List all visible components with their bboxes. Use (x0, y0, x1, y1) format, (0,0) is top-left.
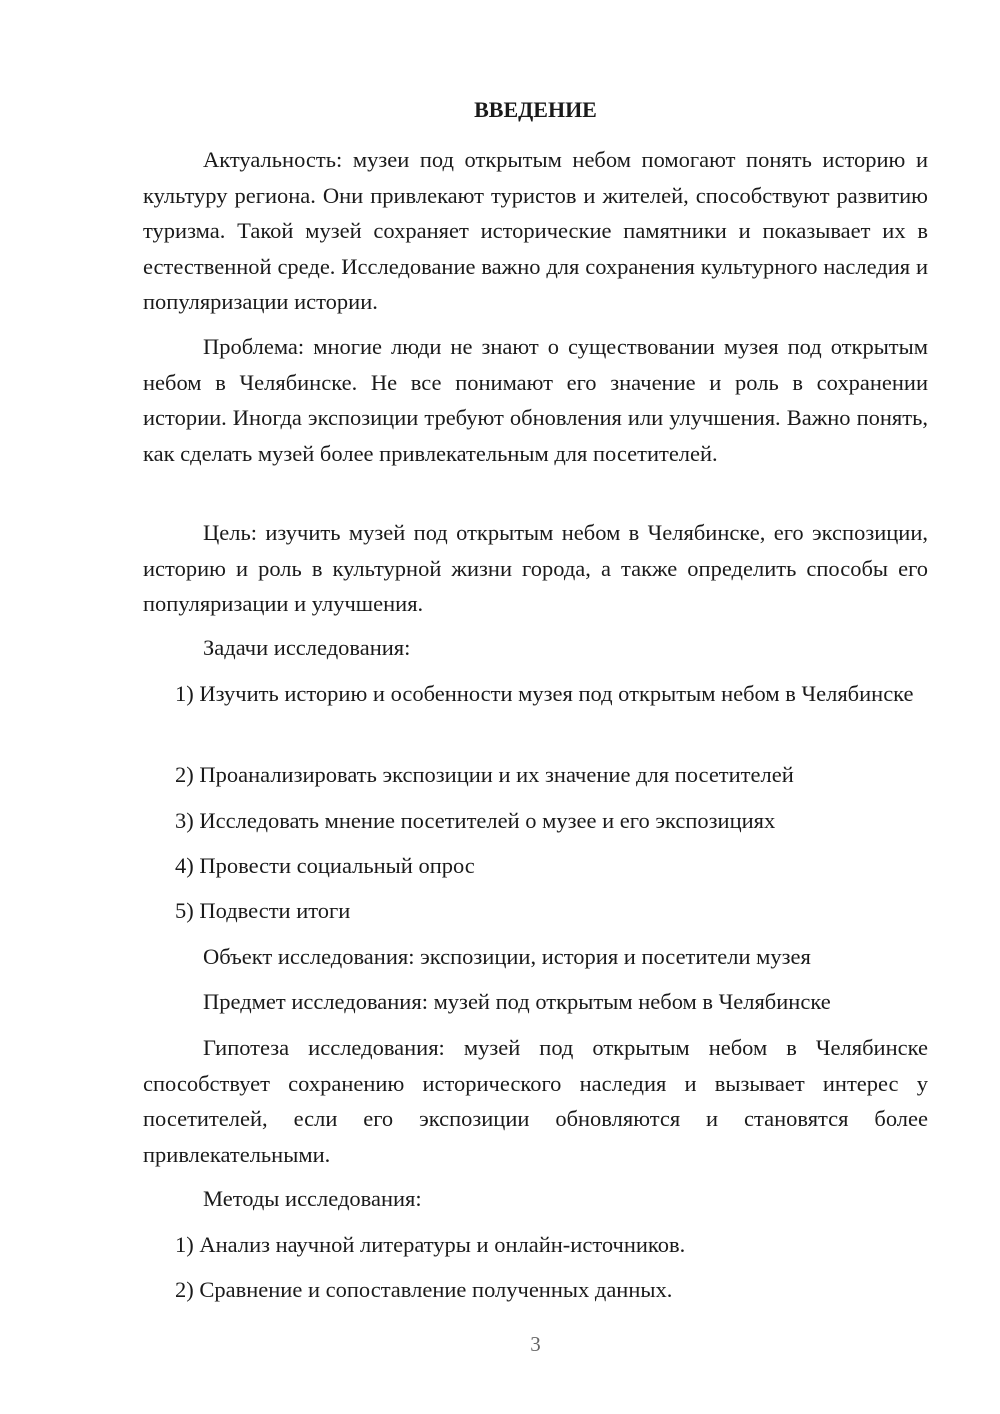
task-item-2: 2) Проанализировать экспозиции и их значение для посетителей (175, 762, 794, 787)
object-line: Объект исследования: экспозиции, история и посетители музея (203, 944, 811, 969)
subject-line: Предмет исследования: музей под открытым небом в Челябинске (203, 989, 831, 1014)
document-page (143, 0, 928, 1414)
hypothesis-paragraph: Гипотеза исследования: музей под открытым небом в Челябинске способствует сохранению исторического наследия и вызывает интерес у посетителей, если его экспозиции обновляются и становятся более привлекательными. (143, 1035, 928, 1167)
problem-paragraph: Проблема: многие люди не знают о существовании музея под открытым небом в Челябинске. Не все понимают его значение и роль в сохранении истории. Иногда экспозиции требуют обновления или улучшения. Важно понять, как сделать музей более привлекательным для посетителей. (143, 334, 928, 466)
relevance-paragraph: Актуальность: музеи под открытым небом помогают понять историю и культуру региона. Они привлекают туристов и жителей, способствуют развитию туризма. Такой музей сохраняет исторические памятники и показывает их в естественной среде. Исследование важно для сохранения культурного наследия и популяризации истории. (143, 147, 928, 314)
page-number: 3 (530, 1332, 541, 1356)
task-item-4: 4) Провести социальный опрос (175, 853, 475, 878)
goal-paragraph: Цель: изучить музей под открытым небом в Челябинске, его экспозиции, историю и роль в культурной жизни города, а также определить способы его популяризации и улучшения. (143, 520, 928, 616)
task-item-5: 5) Подвести итоги (175, 898, 351, 923)
task-item-1: 1) Изучить историю и особенности музея под открытым небом в Челябинске (175, 681, 914, 706)
method-item-1: 1) Анализ научной литературы и онлайн-источников. (175, 1232, 686, 1257)
tasks-heading: Задачи исследования: (203, 635, 411, 660)
page-title: ВВЕДЕНИЕ (474, 97, 597, 122)
methods-heading: Методы исследования: (203, 1186, 422, 1211)
task-item-3: 3) Исследовать мнение посетителей о музее и его экспозициях (175, 808, 776, 833)
method-item-2: 2) Сравнение и сопоставление полученных данных. (175, 1277, 673, 1302)
